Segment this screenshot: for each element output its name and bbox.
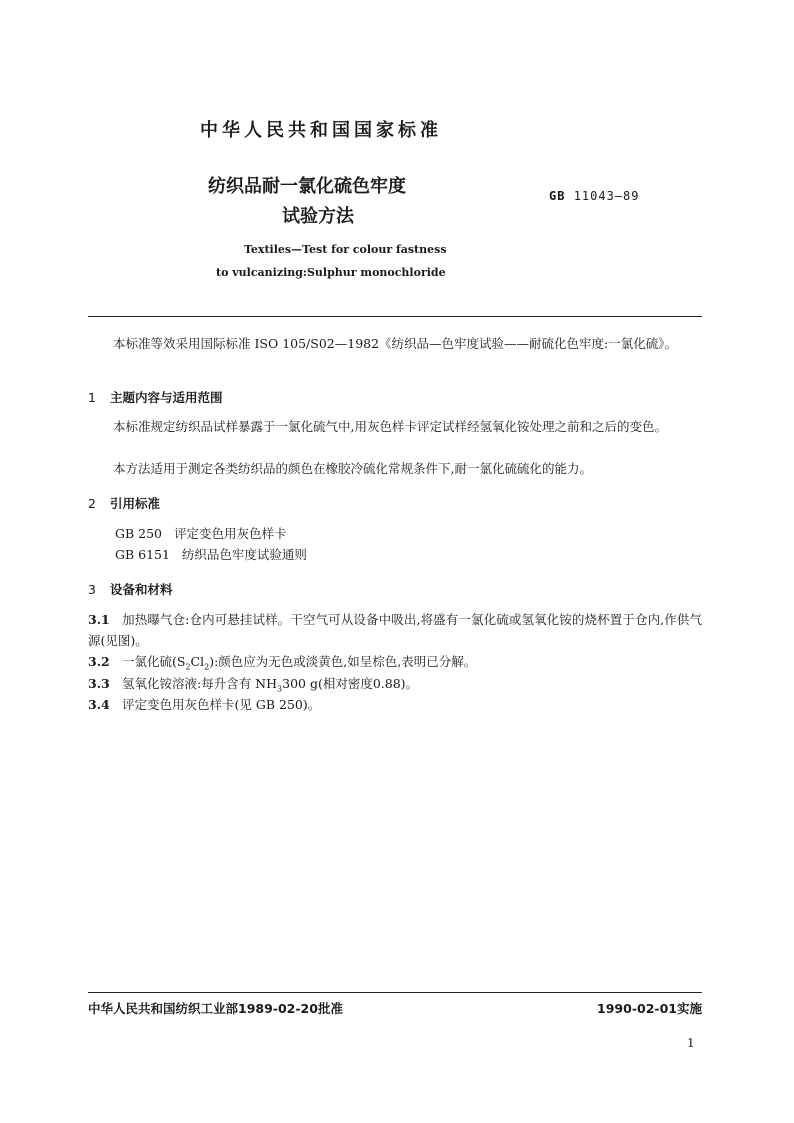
section-1-paragraph-2: 本方法适用于测定各类纺织品的颜色在橡胶冷硫化常规条件下,耐一氯化硫硫化的能力。 [113, 461, 592, 476]
section-3-heading [88, 580, 173, 598]
header-divider [88, 316, 702, 317]
footer-divider [88, 992, 702, 993]
reference-name: 评定变色用灰色样卡 [173, 526, 287, 541]
clause-number: 3.1 [88, 612, 110, 627]
clause-text: Cl [190, 654, 205, 669]
clause-number: 3.3 [88, 676, 110, 691]
section-number: 3 [88, 582, 96, 597]
section-1-heading [88, 388, 223, 406]
page-number: 1 [687, 1036, 695, 1050]
english-title-line2: to vulcanizing:Sulphur monochloride [216, 266, 446, 279]
clause-text: ):颜色应为无色或淡黄色,如呈棕色,表明已分解。 [209, 654, 477, 669]
implementation-date: 1990-02-01实施 [597, 1001, 702, 1016]
subscript: 2 [204, 662, 210, 672]
gb-prefix: GB [549, 189, 566, 203]
reference-code: GB 250 [115, 526, 163, 541]
section-number: 1 [88, 390, 96, 405]
section-title: 引用标准 [110, 496, 161, 511]
clause-text: 一氯化硫(S [122, 654, 186, 669]
intro-paragraph: 本标准等效采用国际标准 ISO 105/S02—1982《纺织品—色牢度试验——耐硫化色牢度:一氯化硫》。 [113, 336, 678, 351]
reference-name: 纺织品色牢度试验通则 [181, 547, 307, 562]
standard-title-line2: 试验方法 [282, 206, 354, 227]
national-standard-heading: 中华人民共和国国家标准 [200, 120, 442, 141]
english-title-line1: Textiles—Test for colour fastness [244, 243, 447, 256]
standard-title-line1: 纺织品耐一氯化硫色牢度 [208, 176, 406, 197]
section-title: 主题内容与适用范围 [110, 390, 223, 405]
gb-number: 11043—89 [573, 189, 640, 203]
section-title: 设备和材料 [110, 582, 173, 597]
clause-number: 3.2 [88, 654, 110, 669]
clause-text: 300 g(相对密度0.88)。 [282, 676, 419, 691]
subscript: 2 [185, 662, 191, 672]
clause-number: 3.4 [88, 697, 110, 712]
approval-line: 中华人民共和国纺织工业部1989-02-20批准 [88, 1001, 343, 1016]
subscript: 3 [277, 684, 283, 694]
section-1-paragraph-1: 本标准规定纺织品试样暴露于一氯化硫气中,用灰色样卡评定试样经氢氧化铵处理之前和之后的变色。 [113, 419, 667, 434]
clause-text: 加热曝气仓:仓内可悬挂试样。干空气可从设备中吸出,将盛有一氯化硫或氢氧化铵的烧杯置于仓内,作供气源(见图)。 [88, 612, 702, 648]
section-number: 2 [88, 496, 96, 511]
clause-3-4 [88, 694, 320, 715]
reference-item [115, 544, 307, 565]
clause-text: 评定变色用灰色样卡(见 GB 250)。 [122, 697, 321, 712]
reference-item [115, 523, 286, 544]
gb-code [549, 189, 639, 203]
section-2-heading [88, 494, 160, 512]
clause-text: 氢氧化铵溶液:每升含有 NH [122, 676, 278, 691]
clause-3-1 [88, 609, 702, 651]
reference-code: GB 6151 [115, 547, 170, 562]
